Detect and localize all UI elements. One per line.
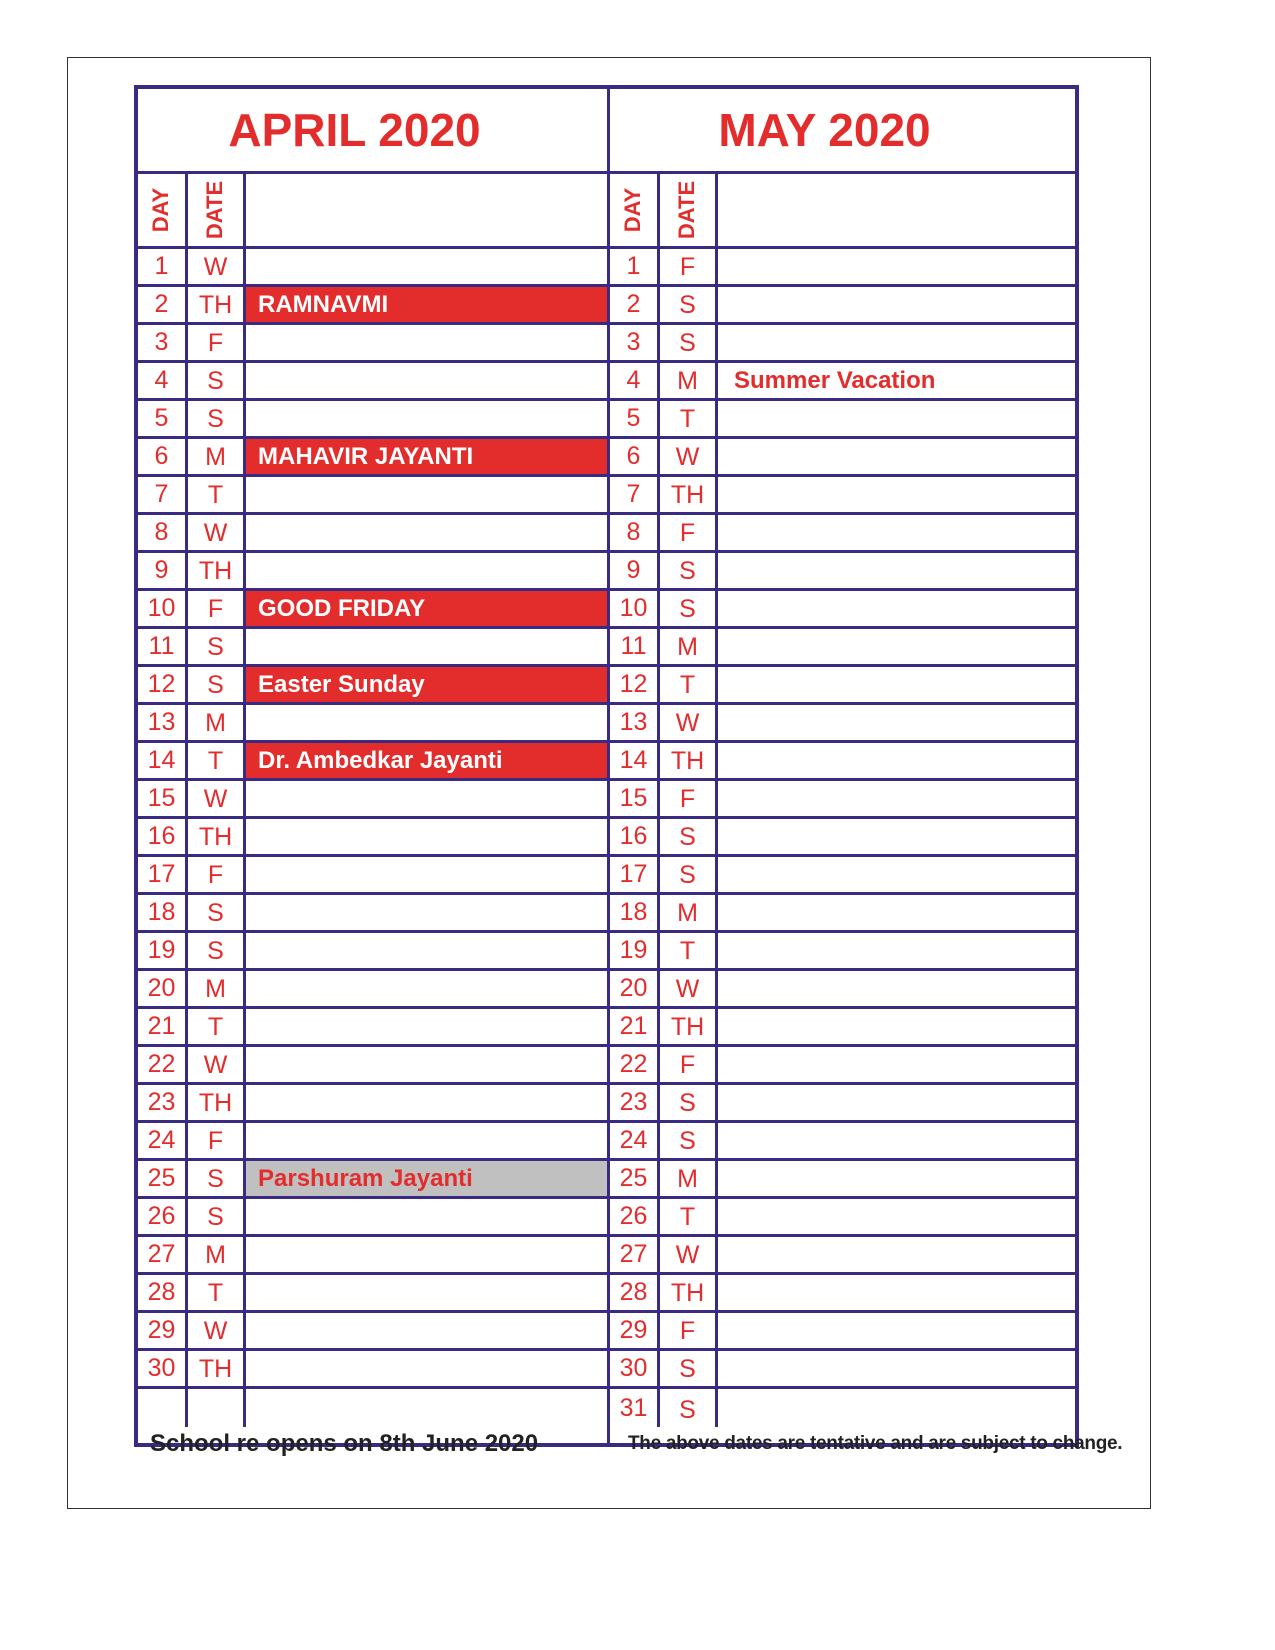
calendar-row <box>610 439 1075 477</box>
weekday: S <box>660 553 718 588</box>
column-header <box>610 174 1075 249</box>
day-header <box>138 174 188 246</box>
day-number: 3 <box>138 325 188 360</box>
calendar-row <box>610 1085 1075 1123</box>
month-april <box>134 85 607 1447</box>
event-header <box>246 174 607 246</box>
event-cell <box>718 1351 1075 1386</box>
weekday: TH <box>188 553 246 588</box>
reopen-note: School re opens on 8th June 2020 <box>150 1430 539 1457</box>
calendar-row <box>138 1275 607 1313</box>
rows <box>138 249 607 1427</box>
day-number: 2 <box>138 287 188 322</box>
calendar-row <box>610 819 1075 857</box>
calendar-row <box>610 1351 1075 1389</box>
calendar-row <box>138 819 607 857</box>
event-label: Dr. Ambedkar Jayanti <box>246 743 607 778</box>
date-header-label: DATE <box>202 180 228 240</box>
calendar-row <box>138 363 607 401</box>
event-header <box>718 174 1075 246</box>
day-number: 19 <box>610 933 660 968</box>
day-number: 23 <box>138 1085 188 1120</box>
event-cell <box>718 553 1075 588</box>
day-number: 10 <box>610 591 660 626</box>
day-number: 29 <box>610 1313 660 1348</box>
event-label: Summer Vacation <box>734 366 936 394</box>
weekday: S <box>660 1123 718 1158</box>
calendar-row <box>610 1161 1075 1199</box>
weekday: TH <box>660 1275 718 1310</box>
weekday: M <box>188 971 246 1006</box>
event-cell <box>718 705 1075 740</box>
event-cell <box>718 629 1075 664</box>
day-number <box>138 1389 188 1427</box>
calendar-row <box>138 439 607 477</box>
day-number: 22 <box>610 1047 660 1082</box>
calendar-row <box>138 1161 607 1199</box>
weekday: M <box>660 363 718 398</box>
weekday: M <box>660 629 718 664</box>
day-number: 7 <box>138 477 188 512</box>
calendar-row <box>610 933 1075 971</box>
event-cell <box>718 401 1075 436</box>
event-cell <box>246 1123 607 1158</box>
day-number: 31 <box>610 1389 660 1427</box>
calendar-row <box>138 1085 607 1123</box>
event-cell <box>718 819 1075 854</box>
event-cell <box>718 439 1075 474</box>
event-label: GOOD FRIDAY <box>246 591 607 626</box>
day-number: 15 <box>138 781 188 816</box>
event-cell <box>246 249 607 284</box>
event-cell <box>246 1237 607 1272</box>
weekday: W <box>660 705 718 740</box>
weekday: T <box>660 401 718 436</box>
calendar-row <box>610 743 1075 781</box>
event-cell <box>246 1389 607 1427</box>
weekday: M <box>188 705 246 740</box>
weekday: M <box>660 895 718 930</box>
weekday: W <box>188 781 246 816</box>
calendar-row <box>610 895 1075 933</box>
event-cell <box>718 325 1075 360</box>
date-header <box>660 174 718 246</box>
weekday <box>188 1389 246 1427</box>
event-cell <box>718 1161 1075 1196</box>
calendar-row <box>610 1009 1075 1047</box>
calendar-row <box>610 705 1075 743</box>
event-label: Parshuram Jayanti <box>246 1161 607 1196</box>
weekday: S <box>660 1389 718 1427</box>
month-title <box>138 89 607 174</box>
day-number: 5 <box>610 401 660 436</box>
day-number: 26 <box>610 1199 660 1234</box>
event-cell <box>718 477 1075 512</box>
calendar-row <box>138 629 607 667</box>
day-number: 29 <box>138 1313 188 1348</box>
weekday: M <box>660 1161 718 1196</box>
day-number: 12 <box>138 667 188 702</box>
month-title-text: MAY 2020 <box>718 104 931 156</box>
column-header <box>138 174 607 249</box>
weekday: S <box>188 1199 246 1234</box>
day-number: 21 <box>138 1009 188 1044</box>
day-header-label: DAY <box>148 187 174 233</box>
event-cell <box>246 819 607 854</box>
calendar-row <box>610 553 1075 591</box>
event-cell <box>718 1199 1075 1234</box>
calendar-row <box>610 477 1075 515</box>
date-header-label: DATE <box>674 180 700 240</box>
calendar-row <box>610 249 1075 287</box>
event-cell <box>246 895 607 930</box>
day-number: 14 <box>138 743 188 778</box>
weekday: S <box>660 819 718 854</box>
day-number: 10 <box>138 591 188 626</box>
weekday: TH <box>660 477 718 512</box>
weekday: TH <box>660 743 718 778</box>
event-cell <box>246 1009 607 1044</box>
day-number: 21 <box>610 1009 660 1044</box>
day-number: 9 <box>610 553 660 588</box>
calendar-row <box>138 287 607 325</box>
event-cell <box>718 1389 1075 1427</box>
day-number: 6 <box>138 439 188 474</box>
weekday: S <box>188 363 246 398</box>
weekday: W <box>188 1047 246 1082</box>
calendar-row <box>138 1351 607 1389</box>
calendar-row <box>138 515 607 553</box>
day-number: 24 <box>138 1123 188 1158</box>
weekday: T <box>660 933 718 968</box>
calendar-row <box>138 1123 607 1161</box>
weekday: S <box>188 895 246 930</box>
event-cell <box>718 287 1075 322</box>
day-number: 30 <box>138 1351 188 1386</box>
day-number: 28 <box>610 1275 660 1310</box>
day-number: 17 <box>138 857 188 892</box>
day-number: 15 <box>610 781 660 816</box>
calendar-row <box>610 629 1075 667</box>
calendar-row <box>138 477 607 515</box>
event-label: RAMNAVMI <box>246 287 607 322</box>
calendar-row <box>610 1199 1075 1237</box>
calendar-row <box>610 325 1075 363</box>
calendar-row <box>610 971 1075 1009</box>
event-cell <box>246 1275 607 1310</box>
calendar-row <box>138 249 607 287</box>
calendar-row <box>138 1237 607 1275</box>
calendar-row <box>610 515 1075 553</box>
weekday: T <box>660 1199 718 1234</box>
calendar-row <box>610 667 1075 705</box>
day-number: 28 <box>138 1275 188 1310</box>
calendar-row <box>610 363 1075 401</box>
event-cell <box>718 1047 1075 1082</box>
calendar-row <box>610 781 1075 819</box>
calendar <box>134 85 1079 1447</box>
calendar-row <box>138 401 607 439</box>
day-header <box>610 174 660 246</box>
calendar-row <box>138 895 607 933</box>
event-cell <box>718 1009 1075 1044</box>
day-number: 13 <box>138 705 188 740</box>
weekday: T <box>188 1009 246 1044</box>
month-title <box>610 89 1075 174</box>
event-cell <box>718 1237 1075 1272</box>
date-header <box>188 174 246 246</box>
weekday: S <box>188 629 246 664</box>
event-cell <box>718 781 1075 816</box>
weekday: W <box>188 1313 246 1348</box>
event-cell <box>246 477 607 512</box>
day-number: 18 <box>610 895 660 930</box>
weekday: T <box>188 477 246 512</box>
event-cell <box>718 515 1075 550</box>
day-number: 9 <box>138 553 188 588</box>
event-label: Easter Sunday <box>246 667 607 702</box>
calendar-row <box>138 1199 607 1237</box>
event-cell <box>246 933 607 968</box>
event-cell <box>246 1351 607 1386</box>
event-cell <box>718 1275 1075 1310</box>
weekday: F <box>188 857 246 892</box>
day-number: 20 <box>138 971 188 1006</box>
day-number: 27 <box>138 1237 188 1272</box>
event-cell <box>718 971 1075 1006</box>
event-cell <box>246 515 607 550</box>
day-number: 20 <box>610 971 660 1006</box>
day-header-label: DAY <box>620 187 646 233</box>
day-number: 24 <box>610 1123 660 1158</box>
calendar-row <box>610 857 1075 895</box>
weekday: S <box>188 667 246 702</box>
day-number: 30 <box>610 1351 660 1386</box>
calendar-row <box>610 401 1075 439</box>
event-cell <box>718 1313 1075 1348</box>
disclaimer-note: The above dates are tentative and are subject to change. <box>628 1433 1123 1454</box>
calendar-row <box>610 1047 1075 1085</box>
event-label: MAHAVIR JAYANTI <box>246 439 607 474</box>
event-cell <box>246 971 607 1006</box>
day-number: 5 <box>138 401 188 436</box>
day-number: 18 <box>138 895 188 930</box>
weekday: S <box>660 287 718 322</box>
weekday: F <box>660 249 718 284</box>
weekday: S <box>660 591 718 626</box>
calendar-row <box>138 971 607 1009</box>
weekday: T <box>188 743 246 778</box>
calendar-row <box>138 1389 607 1427</box>
calendar-row <box>138 553 607 591</box>
day-number: 16 <box>138 819 188 854</box>
weekday: F <box>660 1047 718 1082</box>
day-number: 4 <box>138 363 188 398</box>
day-number: 11 <box>138 629 188 664</box>
weekday: F <box>188 325 246 360</box>
calendar-row <box>610 1237 1075 1275</box>
day-number: 4 <box>610 363 660 398</box>
day-number: 8 <box>138 515 188 550</box>
event-cell <box>718 591 1075 626</box>
calendar-row <box>138 667 607 705</box>
day-number: 19 <box>138 933 188 968</box>
day-number: 1 <box>610 249 660 284</box>
weekday: W <box>188 515 246 550</box>
day-number: 7 <box>610 477 660 512</box>
weekday: TH <box>660 1009 718 1044</box>
event-cell <box>246 363 607 398</box>
event-cell <box>246 1313 607 1348</box>
event-cell <box>246 857 607 892</box>
calendar-row <box>610 591 1075 629</box>
calendar-row <box>138 325 607 363</box>
event-cell <box>246 1085 607 1120</box>
month-title-text: APRIL 2020 <box>228 104 481 156</box>
event-cell <box>246 705 607 740</box>
event-cell <box>246 1047 607 1082</box>
event-cell <box>718 933 1075 968</box>
calendar-row <box>138 705 607 743</box>
weekday: S <box>660 1085 718 1120</box>
weekday: F <box>660 781 718 816</box>
calendar-row <box>138 1009 607 1047</box>
calendar-row <box>138 1047 607 1085</box>
rows <box>610 249 1075 1427</box>
weekday: TH <box>188 1085 246 1120</box>
day-number: 6 <box>610 439 660 474</box>
day-number: 3 <box>610 325 660 360</box>
weekday: TH <box>188 819 246 854</box>
calendar-row <box>138 743 607 781</box>
calendar-row <box>610 1313 1075 1351</box>
event-cell <box>246 1199 607 1234</box>
calendar-row <box>138 933 607 971</box>
event-cell <box>718 895 1075 930</box>
day-number: 23 <box>610 1085 660 1120</box>
weekday: W <box>188 249 246 284</box>
weekday: S <box>188 401 246 436</box>
day-number: 1 <box>138 249 188 284</box>
event-cell <box>718 249 1075 284</box>
calendar-row <box>610 1123 1075 1161</box>
event-cell <box>246 401 607 436</box>
weekday: F <box>188 1123 246 1158</box>
event-cell <box>718 1085 1075 1120</box>
event-cell <box>246 629 607 664</box>
day-number: 13 <box>610 705 660 740</box>
day-number: 25 <box>610 1161 660 1196</box>
event-cell <box>718 1123 1075 1158</box>
day-number: 2 <box>610 287 660 322</box>
weekday: TH <box>188 287 246 322</box>
weekday: T <box>188 1275 246 1310</box>
day-number: 12 <box>610 667 660 702</box>
day-number: 11 <box>610 629 660 664</box>
weekday: F <box>660 1313 718 1348</box>
day-number: 25 <box>138 1161 188 1196</box>
weekday: S <box>660 857 718 892</box>
calendar-row <box>138 1313 607 1351</box>
calendar-row <box>138 857 607 895</box>
weekday: W <box>660 1237 718 1272</box>
event-cell <box>718 743 1075 778</box>
weekday: F <box>188 591 246 626</box>
calendar-row <box>610 1389 1075 1427</box>
weekday: S <box>660 325 718 360</box>
day-number: 27 <box>610 1237 660 1272</box>
calendar-row <box>610 1275 1075 1313</box>
day-number: 26 <box>138 1199 188 1234</box>
calendar-row <box>138 591 607 629</box>
day-number: 16 <box>610 819 660 854</box>
event-cell <box>246 325 607 360</box>
day-number: 17 <box>610 857 660 892</box>
weekday: S <box>188 933 246 968</box>
calendar-row <box>138 781 607 819</box>
event-cell <box>246 553 607 588</box>
weekday: TH <box>188 1351 246 1386</box>
event-cell <box>718 667 1075 702</box>
weekday: W <box>660 971 718 1006</box>
calendar-row <box>610 287 1075 325</box>
weekday: W <box>660 439 718 474</box>
weekday: T <box>660 667 718 702</box>
weekday: M <box>188 1237 246 1272</box>
event-cell <box>718 857 1075 892</box>
day-number: 8 <box>610 515 660 550</box>
event-cell <box>246 781 607 816</box>
day-number: 22 <box>138 1047 188 1082</box>
day-number: 14 <box>610 743 660 778</box>
weekday: M <box>188 439 246 474</box>
month-may <box>607 85 1079 1447</box>
weekday: S <box>188 1161 246 1196</box>
weekday: S <box>660 1351 718 1386</box>
weekday: F <box>660 515 718 550</box>
